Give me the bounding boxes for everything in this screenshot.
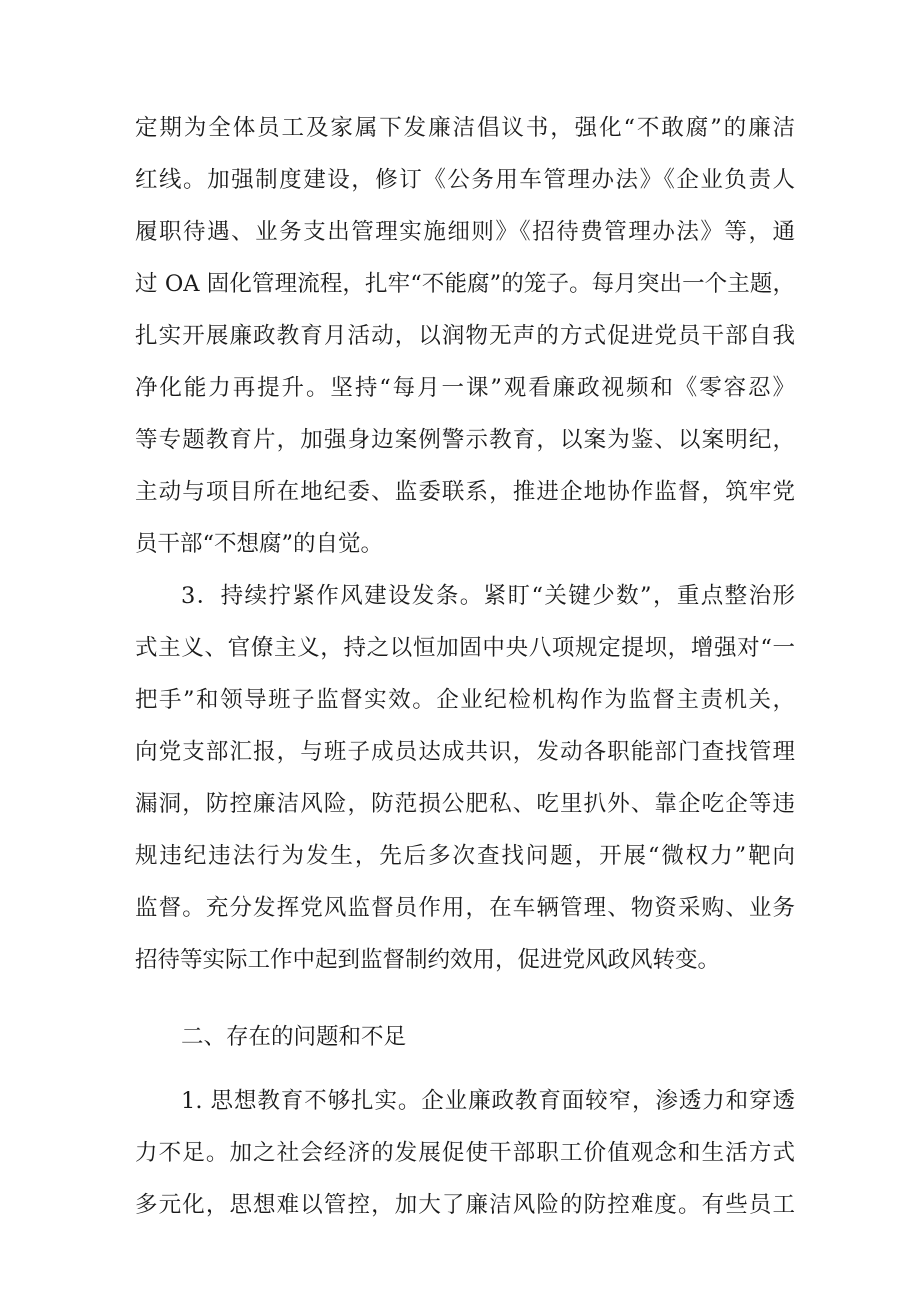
text-line: 等专题教育片，加强身边案例警示教育，以案为鉴、以案明纪， xyxy=(135,427,795,453)
text-line: 过 OA 固化管理流程，扎牢“不能腐”的笼子。每月突出一个主题， xyxy=(135,271,795,297)
text-line: 式主义、官僚主义，持之以恒加固中央八项规定提坝，增强对“一 xyxy=(135,635,795,661)
section-heading: 二、存在的问题和不足 xyxy=(181,1024,407,1050)
text-line: 定期为全体员工及家属下发廉洁倡议书，强化“不敢腐”的廉洁 xyxy=(135,115,795,141)
text-line: 员干部“不想腐”的自觉。 xyxy=(135,531,384,557)
text-line: 向党支部汇报，与班子成员达成共识，发动各职能部门查找管理 xyxy=(135,739,795,765)
text-line: 把手”和领导班子监督实效。企业纪检机构作为监督主责机关， xyxy=(135,687,795,713)
text-line: 监督。充分发挥党风监督员作用，在车辆管理、物资采购、业务 xyxy=(135,895,795,921)
text-line: 3．持续拧紧作风建设发条。紧盯“关键少数”，重点整治形 xyxy=(181,583,795,609)
text-line: 漏洞，防控廉洁风险，防范损公肥私、吃里扒外、靠企吃企等违 xyxy=(135,791,795,817)
text-line: 多元化，思想难以管控，加大了廉洁风险的防控难度。有些员工 xyxy=(135,1192,795,1218)
text-line: 履职待遇、业务支出管理实施细则》《招待费管理办法》等，通 xyxy=(135,219,795,245)
text-line: 招待等实际工作中起到监督制约效用，促进党风政风转变。 xyxy=(135,947,721,973)
text-line: 规违纪违法行为发生，先后多次查找问题，开展“微权力”靶向 xyxy=(135,843,795,869)
text-line: 1. 思想教育不够扎实。企业廉政教育面较窄，渗透力和穿透 xyxy=(181,1088,795,1114)
text-line: 扎实开展廉政教育月活动，以润物无声的方式促进党员干部自我 xyxy=(135,323,795,349)
text-line: 力不足。加之社会经济的发展促使干部职工价值观念和生活方式 xyxy=(135,1140,795,1166)
text-line: 主动与项目所在地纪委、监委联系，推进企地协作监督，筑牢党 xyxy=(135,479,795,505)
text-line: 红线。加强制度建设，修订《公务用车管理办法》《企业负责人 xyxy=(135,167,795,193)
text-line: 净化能力再提升。坚持“每月一课”观看廉政视频和《零容忍》 xyxy=(135,375,795,401)
